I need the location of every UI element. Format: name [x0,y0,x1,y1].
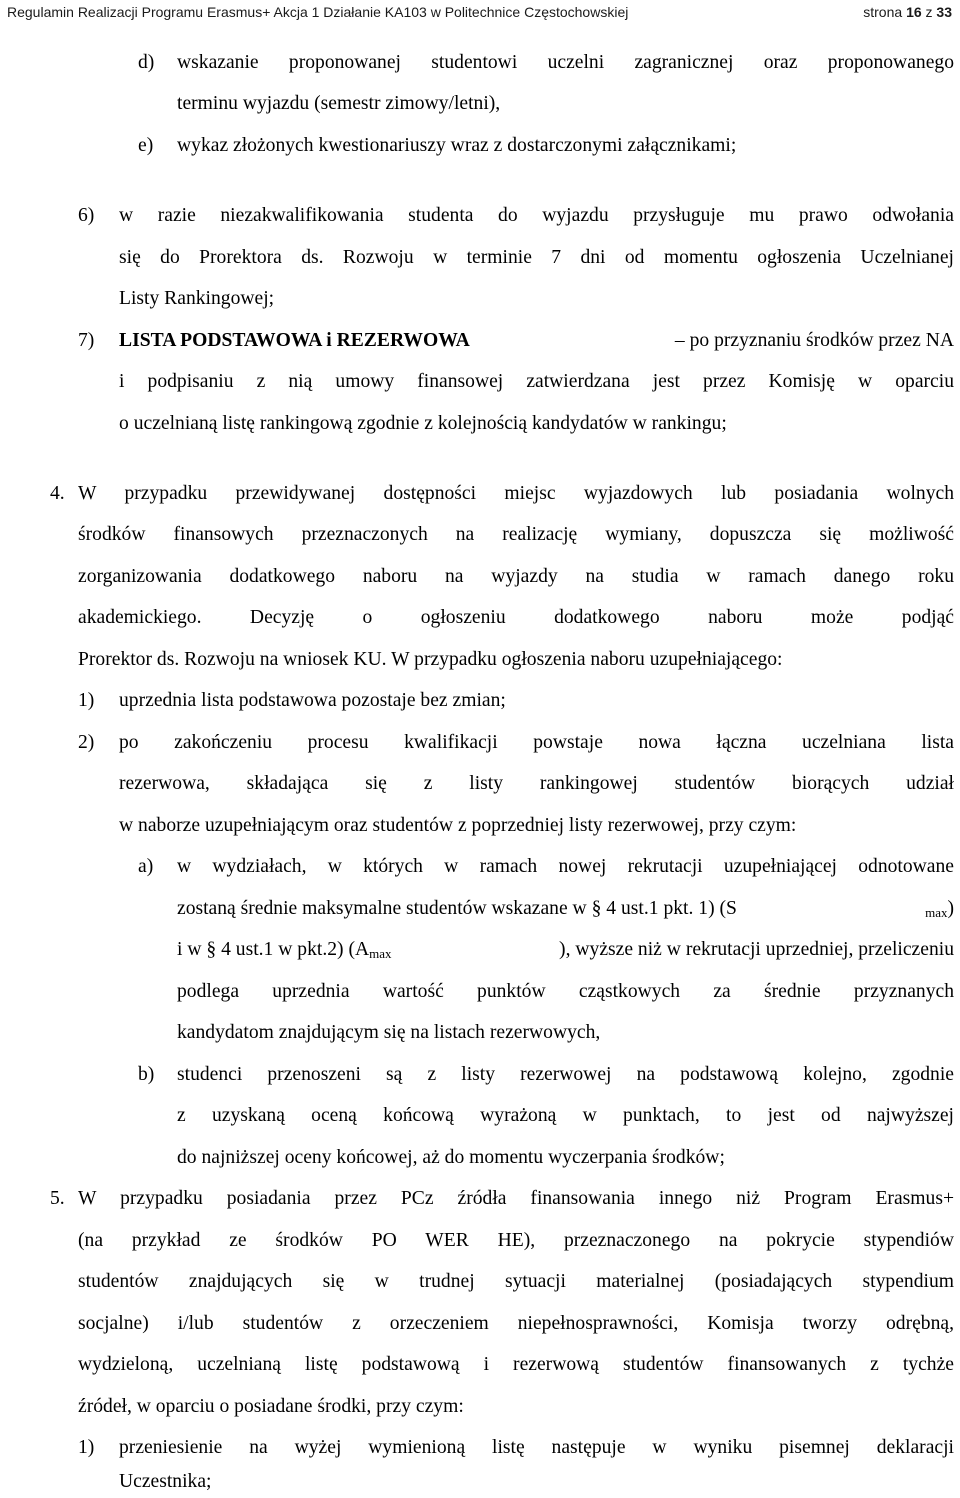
section-5-line-3: studentów znajdujących się w trudnej sytuacji materialnej (posiadających stypendium [78,1271,954,1292]
subpoint-b-line-1: studenci przenoszeni są z listy rezerwowej na podstawową kolejno, zgodnie [177,1064,954,1085]
section-4-point-marker-2: 2) [78,732,95,753]
point-6-line-3: Listy Rankingowej; [119,288,275,309]
list-types-bold: LISTA PODSTAWOWA i REZERWOWA [119,330,470,351]
current-page-number: 16 [906,4,922,20]
point-6-line-2: się do Prorektora ds. Rozwoju w terminie 7 dni od momentu ogłoszenia Uczelnianej [119,247,954,268]
item-e-line-1: wykaz złożonych kwestionariuszy wraz z dostarczonymi załącznikami; [177,135,737,156]
section-5-line-5: wydzieloną, uczelnianą listę podstawową i rezerwową studentów finansowanych z tychże [78,1354,954,1375]
point-7-line-1 [119,329,954,353]
item-marker-d: d) [138,52,155,73]
section-4-subpoint-marker-b: b) [138,1064,155,1085]
subpoint-a-line-2-text: zostaną średnie maksymalne studentów wskazane w § 4 ust.1 pkt. 1) (S [177,898,737,919]
section-4-subpoint-marker-a: a) [138,856,154,877]
point-marker-7: 7) [78,330,95,351]
subpoint-a-line-1: w wydziałach, w których w ramach nowej rekrutacji uzupełniającej odnotowane [177,856,954,877]
section-5-point-marker-1: 1) [78,1437,95,1458]
point-7-line-2: i podpisaniu z nią umowy finansowej zatwierdzana jest przez Komisję w oparciu [119,371,954,392]
section-5-line-6: źródeł, w oparciu o posiadane środki, przy czym: [78,1396,464,1417]
section-marker-5: 5. [50,1188,65,1209]
page-header [0,0,960,28]
section-4-point-marker-1: 1) [78,690,95,711]
subpoint-a-line-4: podlega uprzednia wartość punktów cząstkowych za średnie przyznanych [177,981,954,1002]
section-4-point-2-line-3: w naborze uzupełniającym oraz studentów z poprzedniej listy rezerwowej, przy czym: [119,815,797,836]
section-4-line-4: akademickiego. Decyzję o ogłoszeniu dodatkowego naboru może podjąć [78,607,954,628]
section-marker-4: 4. [50,483,65,504]
section-4-line-2: środków finansowych przeznaczonych na realizację wymiany, dopuszcza się możliwość [78,524,954,545]
s-max-subscript: max [925,905,948,920]
section-4-point-2-line-1: po zakończeniu procesu kwalifikacji powstaje nowa łączna uczelniana lista [119,732,954,753]
subpoint-b-line-2: z uzyskaną oceną końcową wyrażoną w punktach, to jest od najwyższej [177,1105,954,1126]
subpoint-a-line-2: zostaną średnie maksymalne studentów wskazane w § 4 ust.1 pkt. 1) (S $_{max}$) [177,898,954,920]
section-4-line-5: Prorektor ds. Rozwoju na wniosek KU. W przypadku ogłoszenia naboru uzupełniającego: [78,649,783,670]
point-7-line-3: o uczelnianą listę rankingową zgodnie z kolejnością kandydatów w rankingu; [119,413,727,434]
page-indicator: strona 16 z 33 [863,4,952,20]
subpoint-a-line-3-text: ), wyższe niż w rekrutacji uprzedniej, przeliczeniu [559,939,954,960]
section-5-point-1-line-1: przeniesienie na wyżej wymienioną listę następuje w wyniku pisemnej deklaracji [119,1437,954,1458]
total-pages: 33 [936,4,952,20]
section-5-line-2: (na przykład ze środków PO WER HE), przeznaczonego na pokrycie stypendiów [78,1230,954,1251]
section-4-point-1-line-1: uprzednia lista podstawowa pozostaje bez zmian; [119,690,506,711]
point-6-line-1: w razie niezakwalifikowania studenta do wyjazdu przysługuje mu prawo odwołania [119,205,954,226]
section-5-line-1: W przypadku posiadania przez PCz źródła finansowania innego niż Program Erasmus+ [78,1188,954,1209]
subpoint-a-line-5: kandydatom znajdującym się na listach rezerwowych, [177,1022,601,1043]
section-4-line-3: zorganizowania dodatkowego naboru na wyjazdy na studia w ramach danego roku [78,566,954,587]
point-marker-6: 6) [78,205,95,226]
section-5-line-4: socjalne) i/lub studentów z orzeczeniem niepełnosprawności, Komisja tworzy odrębną, [78,1313,954,1334]
subpoint-b-line-3: do najniższej oceny końcowej, aż do momentu wyczerpania środków; [177,1147,725,1168]
item-d-line-2: terminu wyjazdu (semestr zimowy/letni), [177,93,501,114]
section-4-line-1: W przypadku przewidywanej dostępności miejsc wyjazdowych lub posiadania wolnych [78,483,954,504]
item-d-line-1: wskazanie proponowanej studentowi uczelni zagranicznej oraz proponowanego [177,52,954,73]
item-marker-e: e) [138,135,154,156]
document-title: Regulamin Realizacji Programu Erasmus+ Akcja 1 Działanie KA103 w Politechnice Częstochowskiej [7,4,629,20]
a-max-subscript: max [369,946,392,961]
point-7-line-1-rest: – po przyznaniu środków przez NA [674,330,954,351]
subpoint-a-line-3: i w § 4 ust.1 w pkt.2) ($A_{max}$ ), wyższe niż w rekrutacji uprzedniej, przeliczeniu [177,939,954,961]
section-5-point-1-line-2: Uczestnika; [119,1471,212,1492]
section-4-point-2-line-2: rezerwowa, składająca się z listy rankingowej studentów biorących udział [119,773,954,794]
